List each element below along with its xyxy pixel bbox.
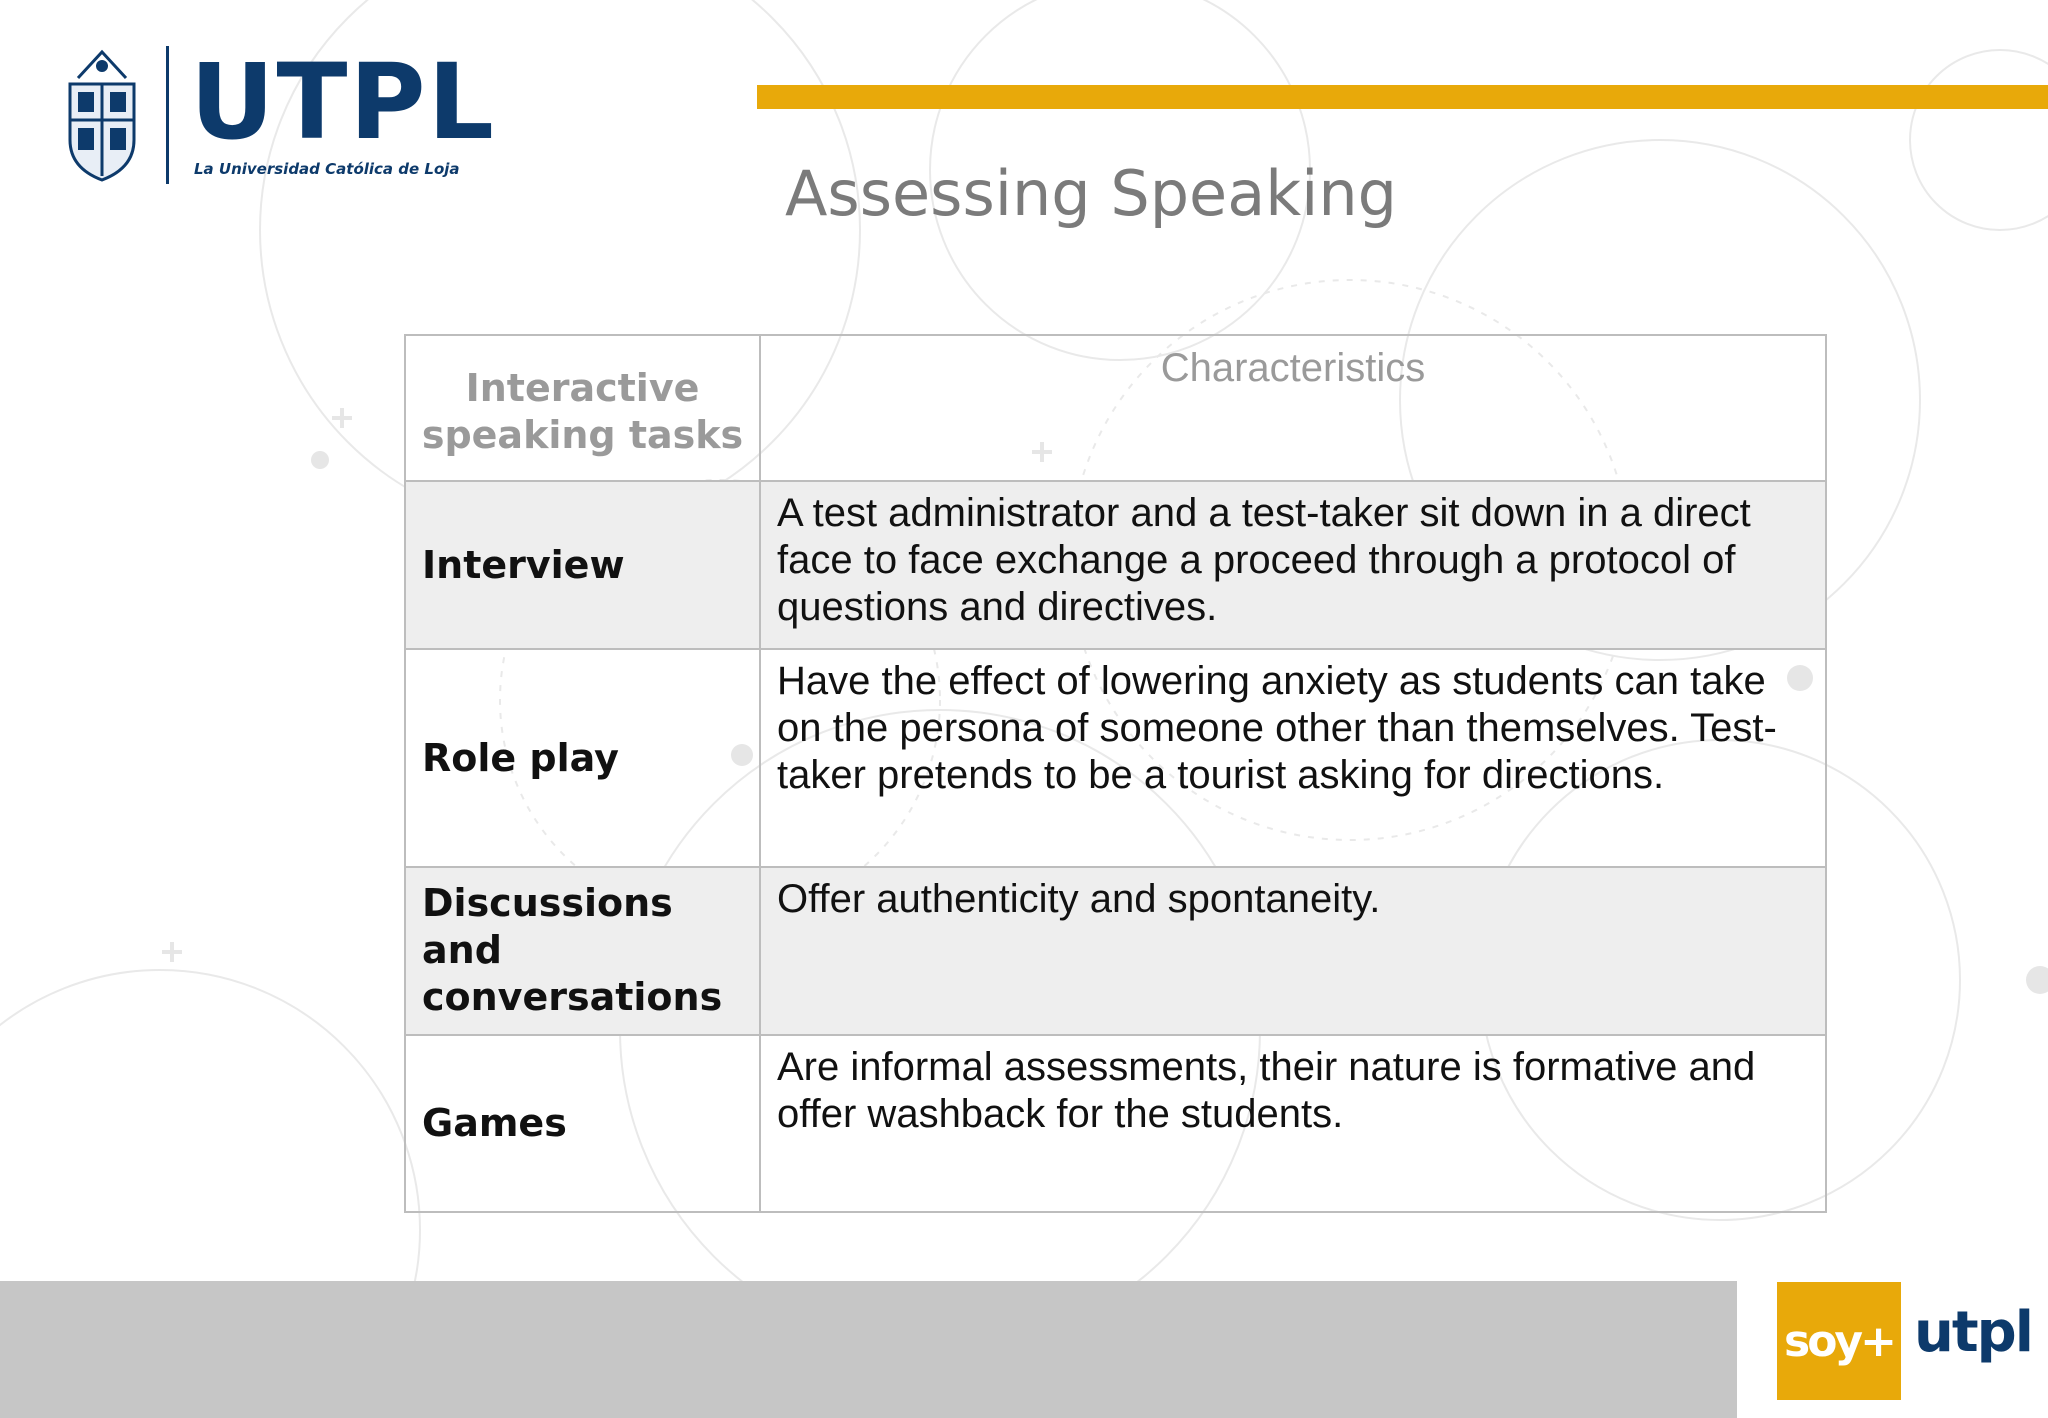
header-accent-bar: [757, 85, 2048, 109]
task-name: Discussions and conversations: [405, 867, 760, 1035]
speaking-tasks-table: [404, 334, 1827, 1213]
task-name: Role play: [405, 649, 760, 867]
task-characteristics: Have the effect of lowering anxiety as students can take on the persona of someone other than themselves. Test-taker pretends to be a tourist asking for directions.: [760, 649, 1826, 867]
header-task: Interactive speaking tasks: [405, 335, 760, 481]
logo-tagline: La Universidad Católica de Loja: [194, 160, 460, 178]
task-characteristics: Are informal assessments, their nature is formative and offer washback for the students.: [760, 1035, 1826, 1212]
footer-utpl-wordmark: utpl: [1914, 1300, 2032, 1365]
logo-wordmark: UTPL: [190, 41, 496, 163]
table-row: [405, 867, 1826, 1035]
university-crest-icon: [56, 44, 148, 184]
table-row: [405, 481, 1826, 649]
header-characteristics: Characteristics: [760, 335, 1826, 481]
task-name: Interview: [405, 481, 760, 649]
logo-divider: [166, 46, 169, 184]
table-row: [405, 1035, 1826, 1212]
page-title: Assessing Speaking: [785, 157, 1397, 230]
task-name: Games: [405, 1035, 760, 1212]
footer-band: [0, 1281, 1737, 1418]
task-characteristics: Offer authenticity and spontaneity.: [760, 867, 1826, 1035]
table-header-row: [405, 335, 1826, 481]
table-row: [405, 649, 1826, 867]
task-characteristics: A test administrator and a test-taker sit down in a direct face to face exchange a proceed through a protocol of questions and directives.: [760, 481, 1826, 649]
soy-plus-badge: soy+: [1777, 1282, 1901, 1400]
utpl-logo[interactable]: [56, 41, 496, 190]
